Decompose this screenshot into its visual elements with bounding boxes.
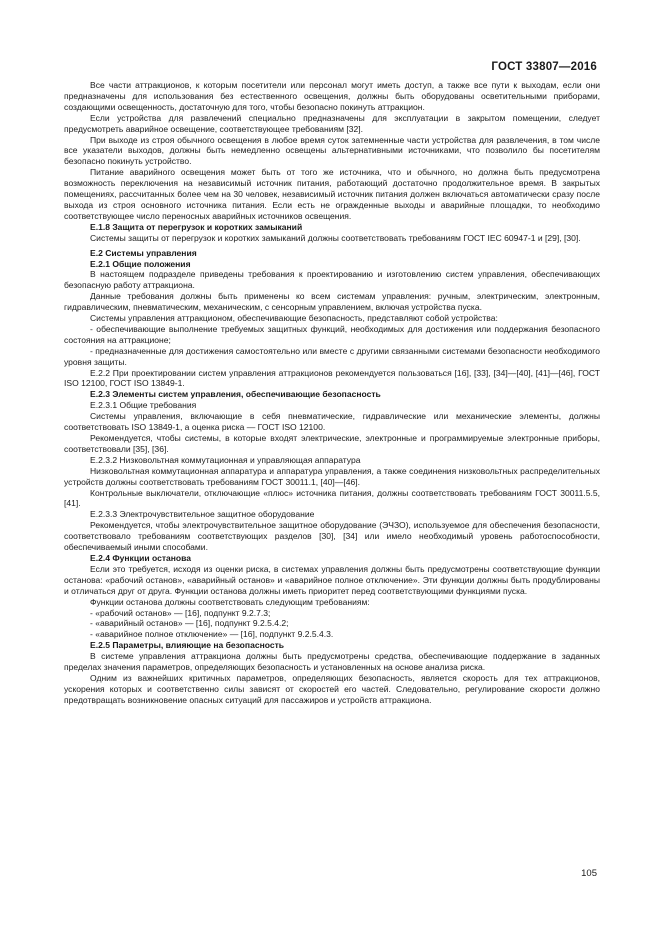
paragraph: - «аварийный останов» — [16], подпункт 9.2.5.4.2;	[90, 618, 289, 629]
standard-number-header: ГОСТ 33807—2016	[491, 61, 597, 73]
section-heading: Е.2.5 Параметры, влияющие на безопасность	[90, 640, 285, 651]
paragraph: Одним из важнейших критичных параметров, определяющих безопасность, является скорость для тех аттракционов, ускорения которых и соответственно силы зависят от скоростей его частей. Следовательно, регулирование скорости должно предотвращать возникновение опасных ситуаций для пассажиров и устройств аттракциона.	[64, 672, 600, 705]
paragraph: Е.2.3.1 Общие требования	[90, 400, 197, 411]
paragraph: Функции останова должны соответствовать следующим требованиям:	[90, 596, 370, 607]
section-heading: Е.1.8 Защита от перегрузок и коротких замыканий	[90, 221, 303, 232]
section-heading: Е.2.1 Общие положения	[90, 258, 191, 269]
document-body	[64, 80, 600, 706]
paragraph: В системе управления аттракциона должны быть предусмотрены средства, обеспечивающие поддержание в заданных пределах значения параметров, определяющих безопасность и установленных на основе анализа риска.	[64, 651, 600, 673]
paragraph: Питание аварийного освещения может быть от того же источника, что и обычного, но должна быть предусмотрена возможность переключения на независимый источник питания, работающий достаточно продолжительное время. В закрытых помещениях, рассчитанных более чем на 30 человек, независимый источник питания должен включаться автоматически сразу после выхода из строя основного источника питания. Если есть не огражденные выходы и аварийные площадки, то необходимо соответствующее число переносных аварийных источников освещения.	[64, 167, 600, 221]
paragraph: Е.2.3.3 Электрочувствительное защитное оборудование	[90, 509, 315, 520]
paragraph: Контрольные выключатели, отключающие «плюс» источника питания, должны соответствовать требованиям ГОСТ 30011.5.5, [41].	[64, 487, 600, 509]
paragraph: Рекомендуется, чтобы электрочувствительное защитное оборудование (ЭЧЗО), используемое для обеспечения безопасности, соответствовало требованиям соответствующих разделов [30], [34] или имело необходимый уровень работоспособности, обеспечиваемый иными способами.	[64, 520, 600, 553]
paragraph: - предназначенные для достижения самостоятельно или вместе с другими связанными системами безопасности необходимого уровня защиты.	[64, 345, 600, 367]
paragraph: Рекомендуется, чтобы системы, в которые входят электрические, электронные и программируемые электронные приборы, соответствовали [35], [36].	[64, 433, 600, 454]
paragraph: При выходе из строя обычного освещения в любое время суток затемненные части устройства для развлечения, в том числе все указатели выходов, должны быть немедленно освещены альтернативными источниками, что позволило бы посетителям безопасно покинуть устройство.	[64, 134, 600, 167]
section-heading: Е.2.4 Функции останова	[90, 552, 192, 563]
paragraph: Системы управления, включающие в себя пневматические, гидравлические или механические элементы, должны соответствовать ISO 13849-1, а оценка риска — ГОСТ ISO 12100.	[64, 411, 600, 433]
paragraph: - «рабочий останов» — [16], подпункт 9.2.7.3;	[90, 607, 271, 618]
page-number: 105	[581, 868, 597, 879]
paragraph: Если это требуется, исходя из оценки риска, в системах управления должны быть предусмотрены соответствующие функции останова: «рабочий останов», «аварийный останов» и «аварийное полное отключение». Эти функции должны быть продублированы и отличаться друг от друга. Функции останова должны иметь приоритет перед соответствующими функциями пуска.	[64, 563, 600, 596]
paragraph: - обеспечивающие выполнение требуемых защитных функций, необходимых для достижения или поддержания безопасного состояния на аттракционе;	[64, 323, 600, 345]
paragraph: - «аварийное полное отключение» — [16], подпункт 9.2.5.4.3.	[90, 629, 334, 640]
paragraph: Все части аттракционов, к которым посетители или персонал могут иметь доступ, а также все пути к выходам, если они предназначены для использования без естественного освещения, должны быть оборудованы осветительными приборами, создающими освещенность, достаточную для того, чтобы безопасно покинуть аттракцион.	[64, 80, 600, 112]
section-heading: Е.2.3 Элементы систем управления, обеспечивающие безопасность	[90, 389, 381, 400]
paragraph: Системы управления аттракционом, обеспечивающие безопасность, представляют собой устройства:	[90, 313, 498, 324]
paragraph: Е.2.3.2 Низковольтная коммутационная и управляющая аппаратура	[90, 454, 361, 465]
section-heading: Е.2 Системы управления	[90, 247, 197, 258]
paragraph: Е.2.2 При проектировании систем управления аттракционов рекомендуется пользоваться [16], [33], [34]—[40], [41]—[46], ГОСТ ISO 12100, ГОСТ ISO 13849-1.	[64, 367, 600, 389]
paragraph: В настоящем подразделе приведены требования к проектированию и изготовлению систем управления, обеспечивающих безопасную работу аттракциона.	[64, 269, 600, 291]
paragraph: Если устройства для развлечений специально предназначены для эксплуатации в закрытом помещении, следует предусмотреть аварийное освещение, соответствующее требованиям [32].	[64, 112, 600, 134]
paragraph: Данные требования должны быть применены ко всем системам управления: ручным, электрическим, электронным, гидравлическим, пневматическим, механическим, с сенсорным управлением, включая устройства пуска.	[64, 291, 600, 313]
paragraph: Системы защиты от перегрузок и коротких замыканий должны соответствовать требованиям ГОСТ IEC 60947-1 и [29], [30].	[90, 232, 581, 243]
paragraph: Низковольтная коммутационная аппаратура и аппаратура управления, а также соединения низковольтных распределительных устройств должны соответствовать требованиям ГОСТ 30011.1, [40]—[46].	[64, 465, 600, 487]
